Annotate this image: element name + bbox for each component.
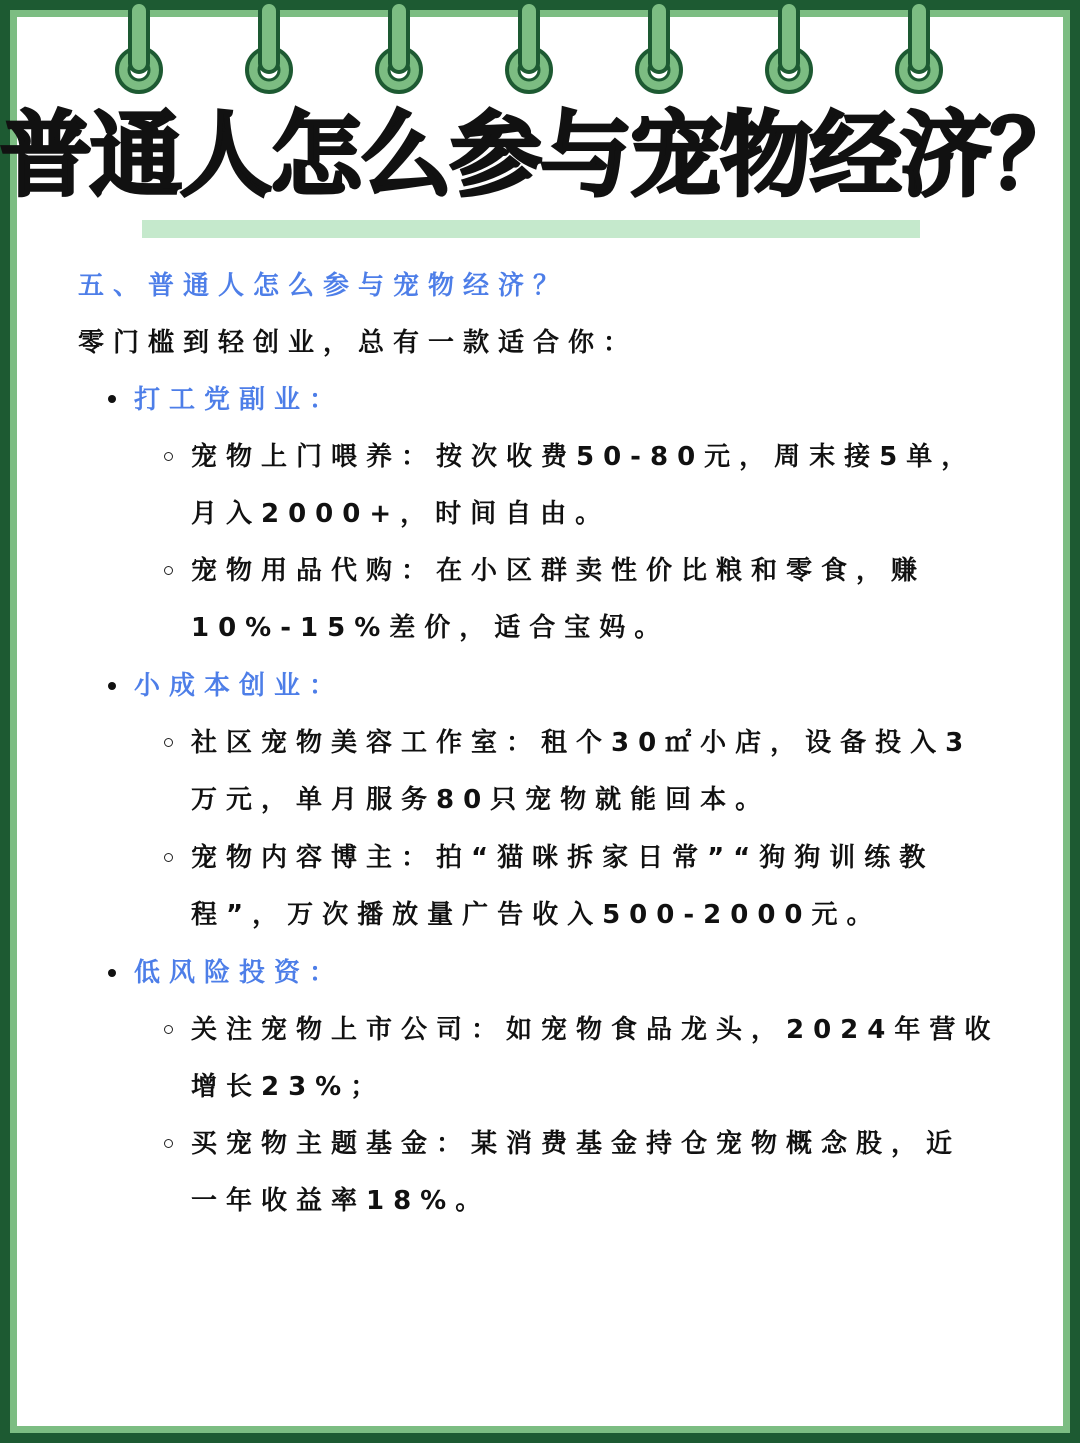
list-item-line: 买宠物主题基金：某消费基金持仓宠物概念股，近 bbox=[191, 1129, 962, 1159]
list-item-line: 增长23%； bbox=[191, 1072, 386, 1102]
page-title: 普通人怎么参与宠物经济？ bbox=[0, 102, 1080, 209]
spiral-ring-icon bbox=[369, 0, 429, 100]
hollow-circle-icon bbox=[164, 452, 173, 461]
bullet-dot-icon bbox=[108, 682, 116, 690]
list-item-line: 宠物上门喂养：按次收费50-80元，周末接5单， bbox=[191, 442, 977, 472]
list-item-line: 宠物内容博主：拍“猫咪拆家日常”“狗狗训练教 bbox=[191, 843, 935, 873]
spiral-ring-icon bbox=[759, 0, 819, 100]
list-item-line: 社区宠物美容工作室：租个30㎡小店，设备投入3 bbox=[191, 728, 973, 758]
hollow-circle-icon bbox=[164, 1139, 173, 1148]
intro-text: 零门槛到轻创业，总有一款适合你： bbox=[78, 328, 639, 358]
list-item-line: 10%-15%差价，适合宝妈。 bbox=[191, 613, 670, 643]
bullet-dot-icon bbox=[108, 395, 116, 403]
spiral-ring-icon bbox=[109, 0, 169, 100]
spiral-ring-icon bbox=[239, 0, 299, 100]
section-heading: 五、普通人怎么参与宠物经济？ bbox=[78, 271, 569, 301]
list-item-line: 宠物用品代购：在小区群卖性价比粮和零食，赚 bbox=[191, 556, 927, 586]
spiral-ring-icon bbox=[889, 0, 949, 100]
list-item-line: 程”，万次播放量广告收入500-2000元。 bbox=[191, 900, 882, 930]
section-label: 低风险投资： bbox=[134, 958, 345, 988]
section-label: 小成本创业： bbox=[134, 671, 345, 701]
hollow-circle-icon bbox=[164, 1025, 173, 1034]
bullet-dot-icon bbox=[108, 969, 116, 977]
hollow-circle-icon bbox=[164, 853, 173, 862]
spiral-ring-icon bbox=[629, 0, 689, 100]
title-underline-bar bbox=[142, 220, 920, 238]
list-item-line: 万元，单月服务80只宠物就能回本。 bbox=[191, 785, 771, 815]
hollow-circle-icon bbox=[164, 738, 173, 747]
spiral-ring-icon bbox=[499, 0, 559, 100]
section-label: 打工党副业： bbox=[134, 385, 345, 415]
list-item-line: 关注宠物上市公司：如宠物食品龙头，2024年营收 bbox=[191, 1015, 1000, 1045]
list-item-line: 月入2000+，时间自由。 bbox=[191, 499, 611, 529]
hollow-circle-icon bbox=[164, 566, 173, 575]
list-item-line: 一年收益率18%。 bbox=[191, 1186, 491, 1216]
